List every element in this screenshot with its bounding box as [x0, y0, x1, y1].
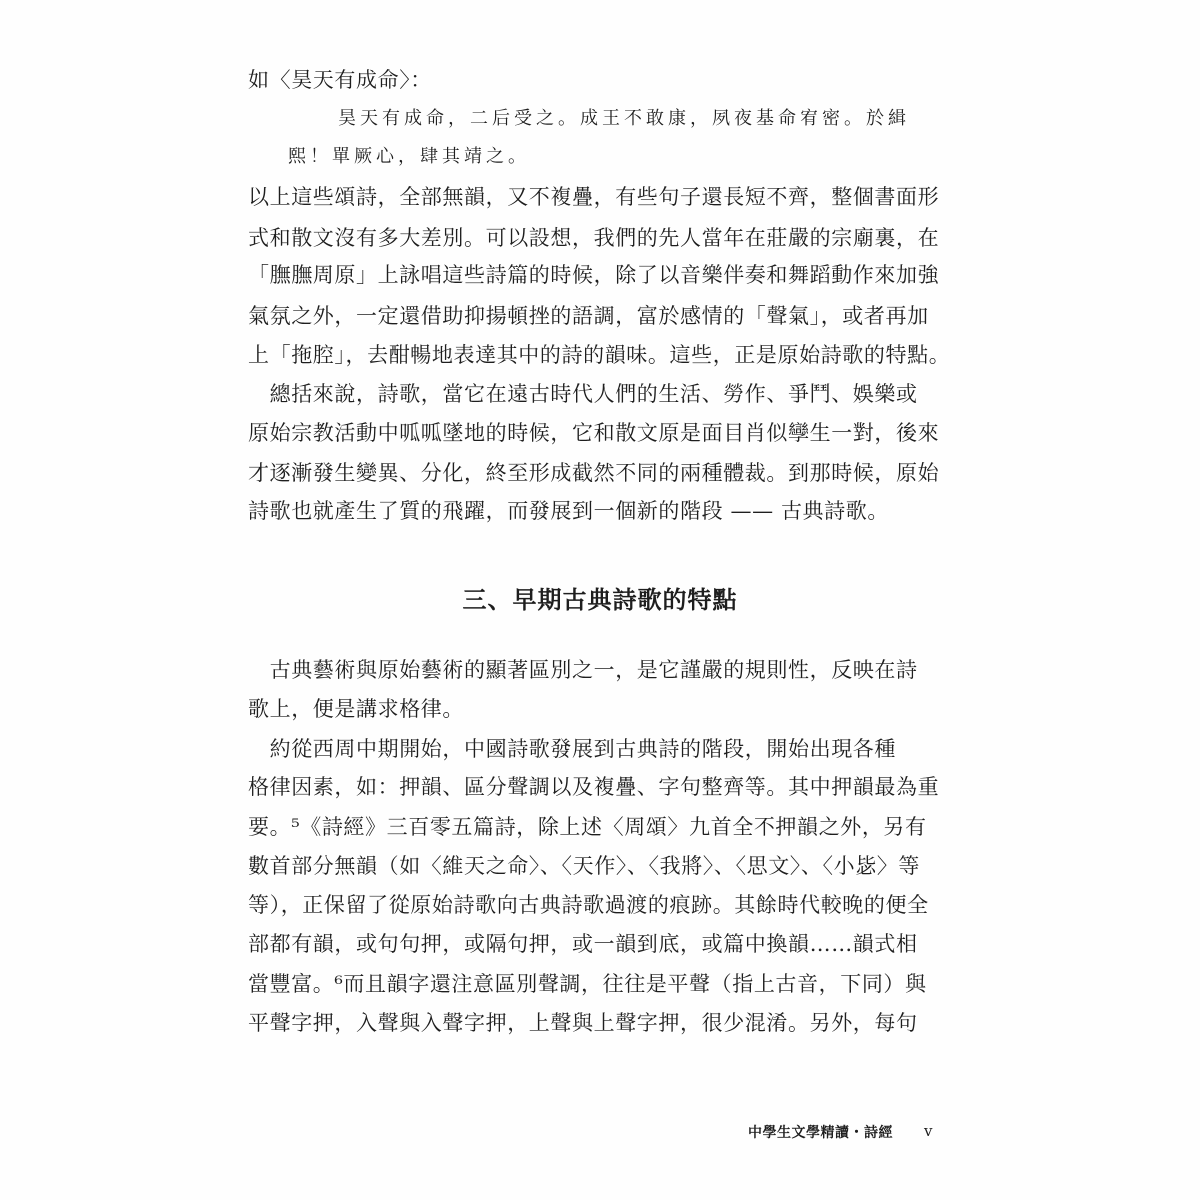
body-text-line: 部都有韻，或句句押，或隔句押，或一韻到底，或篇中換韻……韻式相 [248, 932, 918, 956]
body-text-line: 歌上，便是講求格律。 [248, 697, 464, 721]
running-footer-title: 中學生文學精讀・詩經 [748, 1125, 893, 1141]
body-text-line: 才逐漸發生變異、分化，終至形成截然不同的兩種體裁。到那時候，原始 [248, 461, 940, 485]
body-text-line: 氣氛之外，一定還借助抑揚頓挫的語調，富於感情的「聲氣」，或者再加 [248, 304, 929, 328]
body-text-line: 式和散文沒有多大差別。可以設想，我們的先人當年在莊嚴的宗廟裏，在 [248, 226, 940, 250]
page-number: v [924, 1122, 933, 1140]
body-text-line: 上「拖腔」，去酣暢地表達其中的詩的韻味。這些，正是原始詩歌的特點。 [248, 343, 951, 367]
body-text-line: 格律因素，如：押韻、區分聲調以及複疊、字句整齊等。其中押韻最為重 [248, 775, 940, 799]
body-text-line: 當豐富。⁶而且韻字還注意區別聲調，往往是平聲（指上古音，下同）與 [248, 972, 927, 996]
body-text-line: 等），正保留了從原始詩歌向古典詩歌過渡的痕跡。其餘時代較晚的便全 [248, 893, 929, 917]
body-text-line: 原始宗教活動中呱呱墜地的時候，它和散文原是面目肖似孿生一對，後來 [248, 421, 940, 445]
poem-line: 熙！單厥心，肆其靖之。 [288, 146, 530, 167]
body-text-line: 要。⁵《詩經》三百零五篇詩，除上述〈周頌〉九首全不押韻之外，另有 [248, 815, 927, 839]
body-text-line: 數首部分無韻（如〈維天之命〉、〈天作〉、〈我將〉、〈思文〉、〈小毖〉等 [248, 854, 920, 878]
body-text-line: 「膴膴周原」上詠唱這些詩篇的時候，除了以音樂伴奏和舞蹈動作來加強 [248, 263, 940, 287]
section-heading: 三、早期古典詩歌的特點 [462, 586, 738, 614]
body-text-line: 約從西周中期開始，中國詩歌發展到古典詩的階段，開始出現各種 [248, 737, 896, 761]
body-text-line: 古典藝術與原始藝術的顯著區別之一，是它謹嚴的規則性，反映在詩 [248, 658, 918, 682]
body-text-line: 平聲字押，入聲與入聲字押，上聲與上聲字押，很少混淆。另外，每句 [248, 1011, 918, 1035]
body-text-line: 詩歌也就產生了質的飛躍，而發展到一個新的階段 —— 古典詩歌。 [248, 499, 889, 523]
poem-line: 昊天有成命，二后受之。成王不敢康，夙夜基命宥密。於緝 [338, 108, 910, 129]
body-text-line: 以上這些頌詩，全部無韻，又不複疊，有些句子還長短不齊，整個書面形 [248, 185, 940, 209]
body-text-line: 總括來說，詩歌，當它在遠古時代人們的生活、勞作、爭鬥、娛樂或 [248, 382, 918, 406]
poem-intro-line: 如〈昊天有成命〉： [248, 68, 432, 92]
